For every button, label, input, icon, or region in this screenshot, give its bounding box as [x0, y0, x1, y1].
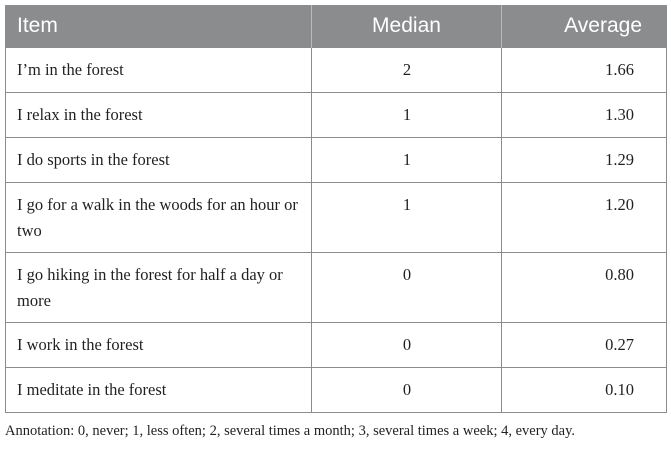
header-item: Item [17, 13, 58, 37]
table-row [6, 137, 667, 182]
cell-median: 0 [312, 367, 502, 412]
table-row [6, 47, 667, 92]
table-body [6, 47, 667, 412]
cell-item: I go hiking in the forest for half a day or more [6, 252, 312, 322]
cell-average: 1.30 [502, 92, 667, 137]
cell-average: 1.20 [502, 182, 667, 252]
cell-item: I go for a walk in the woods for an hour or two [6, 182, 312, 252]
cell-item: I’m in the forest [6, 47, 312, 92]
cell-average: 1.66 [502, 47, 667, 92]
table-header [6, 5, 667, 47]
table-row [6, 367, 667, 412]
header-average: Average [502, 5, 667, 47]
cell-median: 2 [312, 47, 502, 92]
cell-average: 0.80 [502, 252, 667, 322]
cell-average: 1.29 [502, 137, 667, 182]
table-footnote: Annotation: 0, never; 1, less often; 2, several times a month; 3, several times a week; 4, every day. [5, 422, 576, 439]
header-median: Median [312, 5, 502, 47]
cell-item: I meditate in the forest [6, 367, 312, 412]
cell-item: I work in the forest [6, 322, 312, 367]
data-table [5, 5, 667, 413]
cell-item: I relax in the forest [6, 92, 312, 137]
cell-median: 0 [312, 252, 502, 322]
table-row [6, 92, 667, 137]
cell-median: 0 [312, 322, 502, 367]
table-row [6, 182, 667, 252]
cell-item: I do sports in the forest [6, 137, 312, 182]
cell-median: 1 [312, 92, 502, 137]
cell-median: 1 [312, 182, 502, 252]
document [5, 5, 666, 441]
table-row [6, 252, 667, 322]
header-row [6, 5, 667, 47]
table-row [6, 322, 667, 367]
cell-median: 1 [312, 137, 502, 182]
cell-average: 0.27 [502, 322, 667, 367]
cell-average: 0.10 [502, 367, 667, 412]
